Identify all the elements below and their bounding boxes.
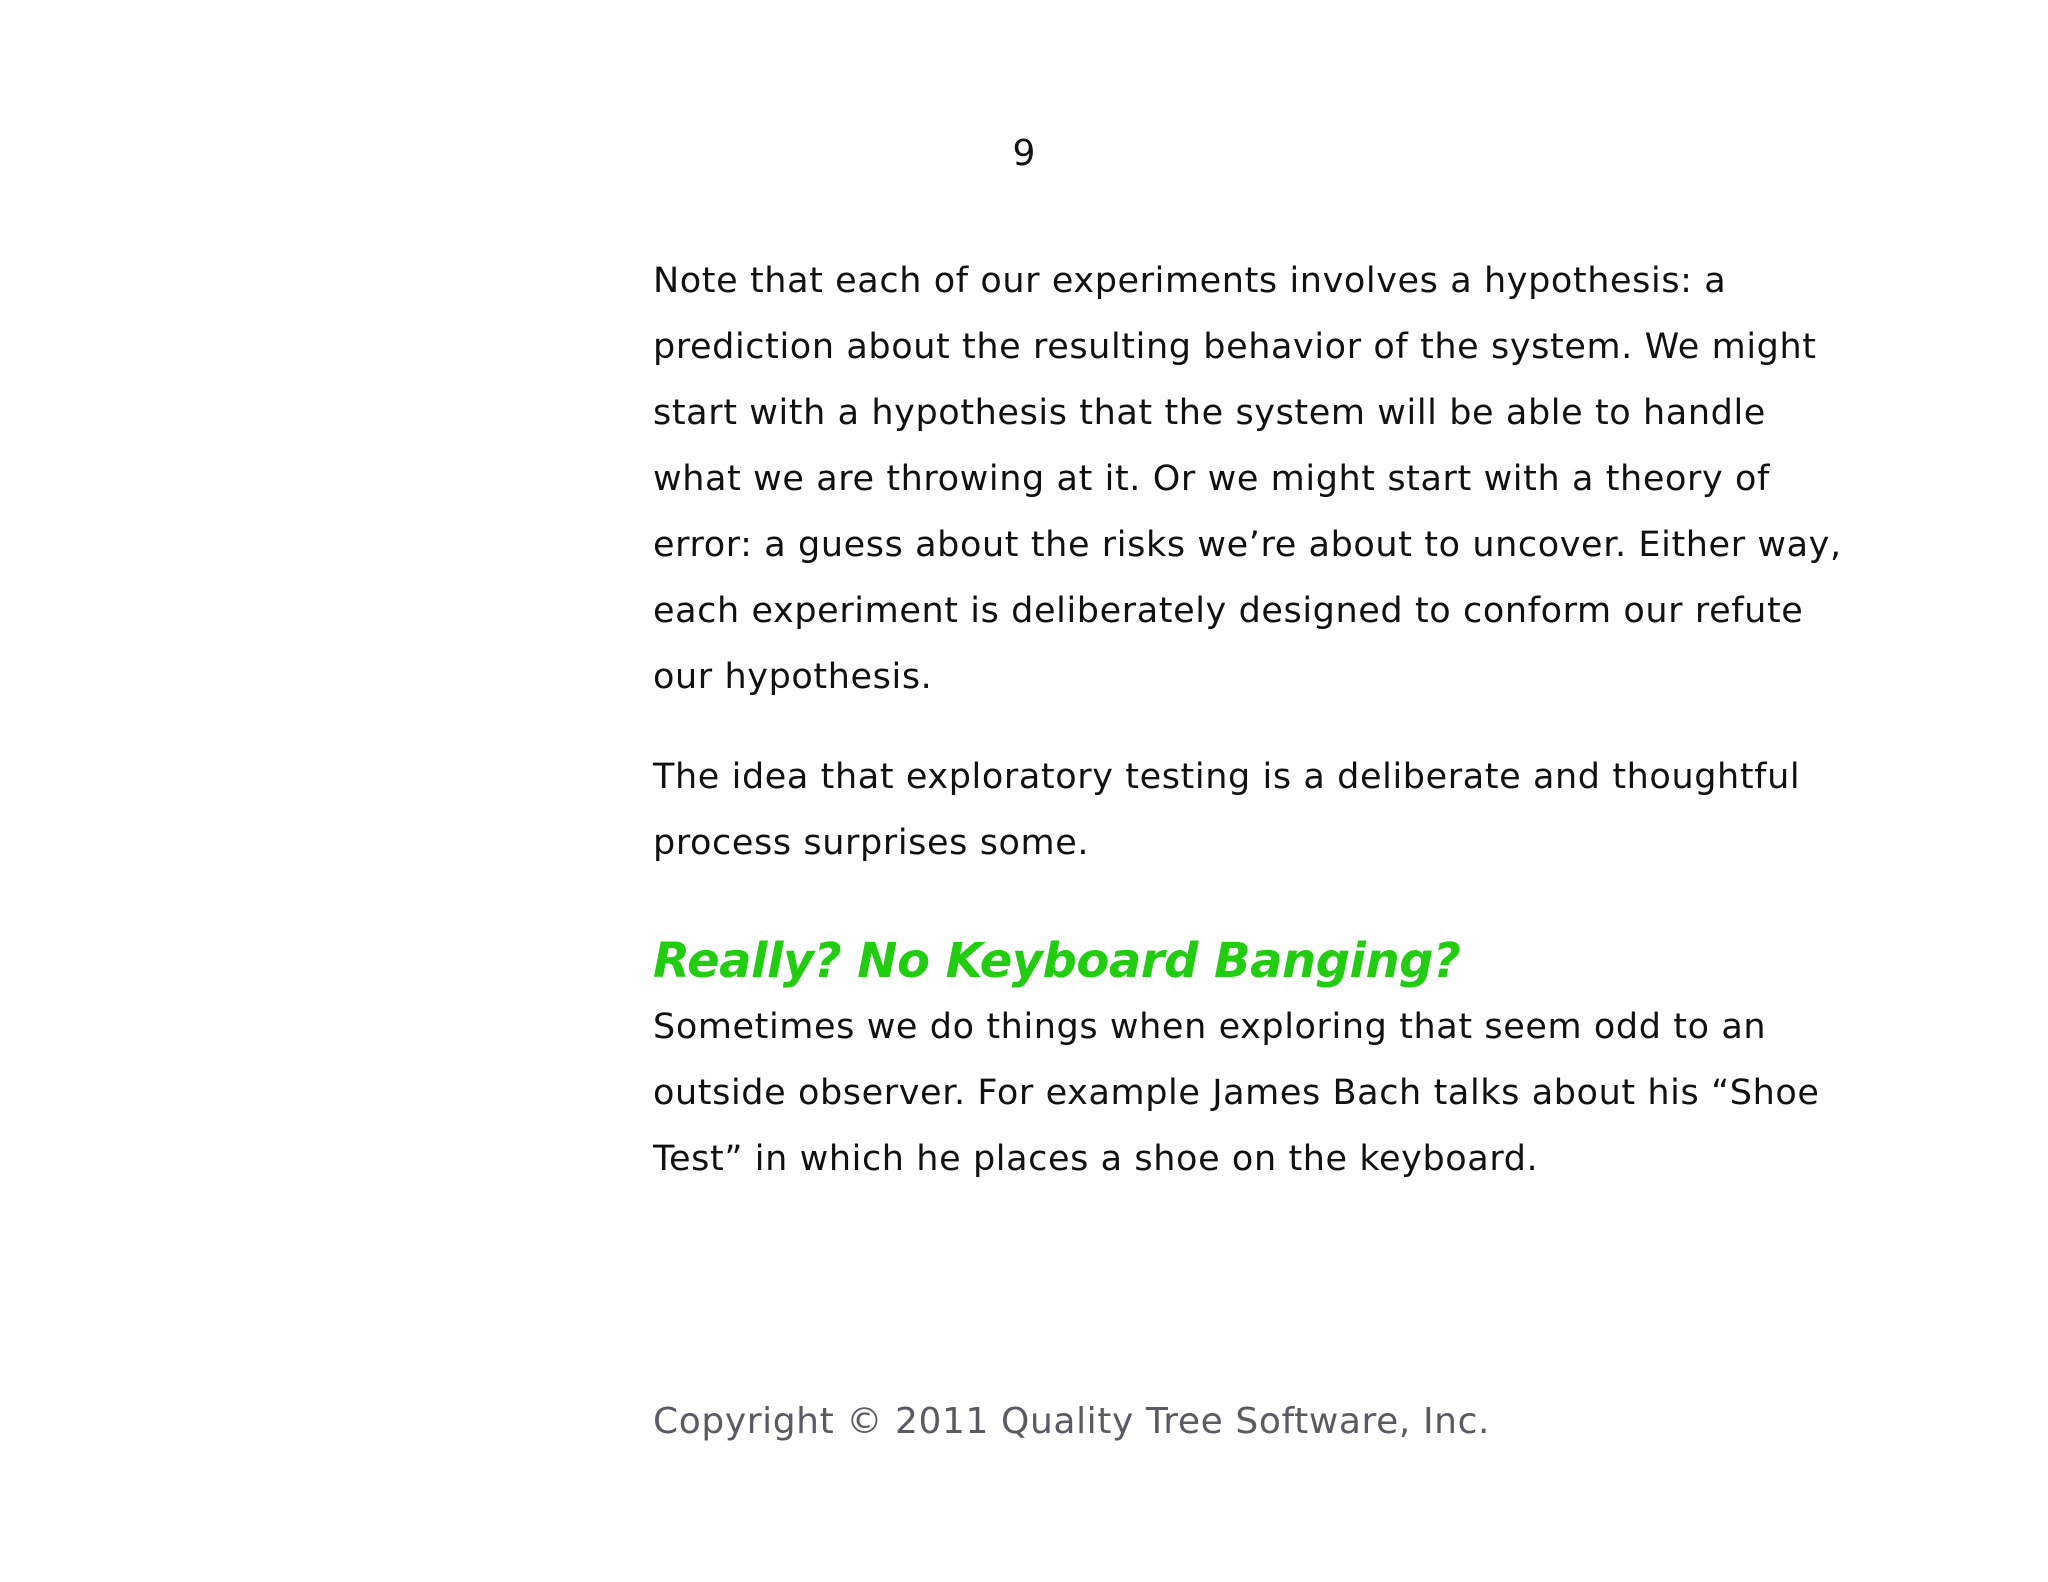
- body-paragraph: Note that each of our experiments involves a hypothesis: a prediction about the resulting behavior of the system. We might start with a hypothesis that the system will be able to handle what we are throwing at it. Or we might start with a theory of error: a guess about the risks we’re about to uncover. Either way, each experiment is deliberately designed to conform our refute our hypothesis.: [653, 261, 1842, 697]
- section-heading: Really? No Keyboard Banging?: [653, 933, 1461, 989]
- body-paragraph: The idea that exploratory testing is a deliberate and thoughtful process surprises some.: [653, 757, 1801, 863]
- page-number: 9: [1012, 133, 1036, 174]
- copyright-footer: Copyright © 2011 Quality Tree Software, Inc.: [653, 1401, 1491, 1442]
- page-content: [653, 248, 1853, 1192]
- section-paragraph: Sometimes we do things when exploring that seem odd to an outside observer. For example James Bach talks about his “Shoe Test” in which he places a shoe on the keyboard.: [653, 1007, 1820, 1179]
